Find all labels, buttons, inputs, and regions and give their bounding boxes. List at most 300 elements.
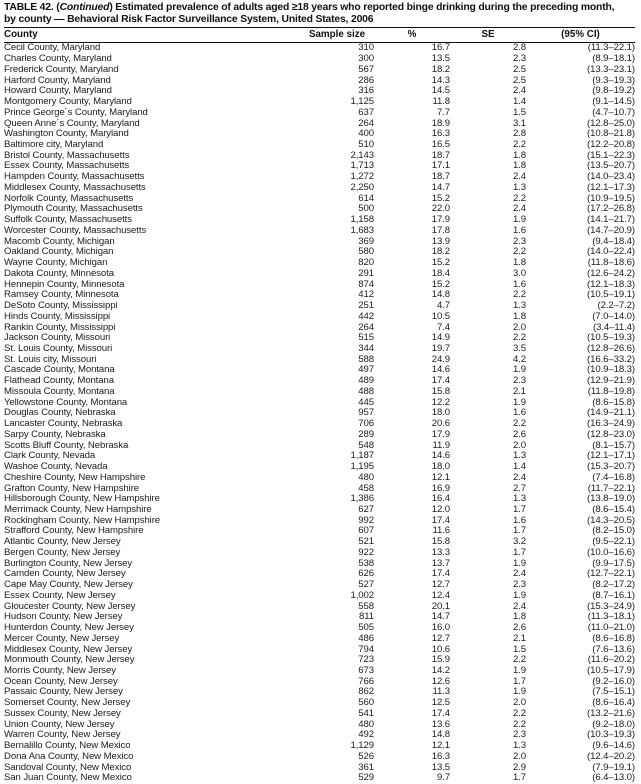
row-standard-error: 2.0 — [512, 321, 526, 333]
row-standard-error: 1.5 — [512, 106, 526, 118]
row-sample-size: 627 — [358, 503, 374, 515]
row-county-name: Hinds County, Mississippi — [4, 310, 111, 322]
row-confidence-interval: (14.0–23.4) — [587, 171, 635, 183]
row-county-name: Dakota County, Minnesota — [4, 267, 114, 279]
table-row — [4, 65, 635, 76]
table-header — [4, 0, 635, 28]
row-confidence-interval: (12.6–24.2) — [587, 267, 635, 279]
row-percent: 18.2 — [431, 63, 450, 75]
row-county-name: Essex County, Massachusetts — [4, 160, 130, 172]
row-standard-error: 1.9 — [512, 589, 526, 601]
row-percent: 11.8 — [432, 96, 450, 108]
row-confidence-interval: (12.4–20.2) — [587, 750, 635, 762]
row-standard-error: 2.4 — [512, 568, 526, 580]
row-sample-size: 445 — [358, 396, 374, 408]
row-sample-size: 492 — [358, 729, 374, 741]
row-percent: 14.8 — [431, 729, 450, 741]
row-sample-size: 251 — [358, 300, 374, 312]
row-confidence-interval: (12.8–25.0) — [587, 117, 635, 129]
row-county-name: Frederick County, Maryland — [4, 63, 119, 75]
row-percent: 16.3 — [431, 750, 450, 762]
row-sample-size: 706 — [358, 418, 374, 430]
row-sample-size: 992 — [358, 514, 374, 526]
row-county-name: Missoula County, Montana — [4, 385, 115, 397]
row-percent: 18.4 — [431, 267, 450, 279]
row-county-name: Sandoval County, New Mexico — [4, 761, 132, 773]
row-county-name: Hillsborough County, New Hampshire — [4, 493, 160, 505]
row-county-name: Dona Ana County, New Mexico — [4, 750, 134, 762]
row-county-name: Mercer County, New Jersey — [4, 632, 120, 644]
row-confidence-interval: (14.0–22.4) — [587, 246, 635, 258]
row-sample-size: 1,683 — [350, 224, 374, 236]
row-sample-size: 922 — [358, 546, 374, 558]
row-confidence-interval: (6.4–13.0) — [592, 772, 635, 784]
row-sample-size: 400 — [358, 128, 374, 140]
table-row — [4, 430, 635, 441]
row-standard-error: 1.9 — [512, 396, 526, 408]
row-standard-error: 1.3 — [512, 300, 526, 312]
row-confidence-interval: (12.1–17.3) — [587, 181, 635, 193]
table-head — [4, 28, 635, 43]
row-standard-error: 2.4 — [512, 600, 526, 612]
table-row — [4, 108, 635, 119]
row-confidence-interval: (12.8–23.0) — [587, 428, 635, 440]
row-percent: 20.6 — [431, 418, 450, 430]
row-confidence-interval: (12.2–20.8) — [587, 139, 635, 151]
row-sample-size: 1,713 — [350, 160, 374, 172]
row-percent: 17.8 — [431, 224, 450, 236]
row-standard-error: 1.9 — [512, 686, 526, 698]
row-standard-error: 1.8 — [512, 310, 526, 322]
row-confidence-interval: (10.8–21.8) — [587, 128, 635, 140]
row-confidence-interval: (4.7–10.7) — [592, 106, 635, 118]
row-confidence-interval: (11.7–22.1) — [587, 482, 635, 494]
row-percent: 11.6 — [432, 525, 450, 537]
row-county-name: Scotts Bluff County, Nebraska — [4, 439, 129, 451]
row-confidence-interval: (15.3–20.7) — [587, 461, 635, 473]
prevalence-table — [4, 28, 635, 784]
column-header-se: SE — [450, 28, 526, 43]
row-county-name: Prince George´s County, Maryland — [4, 106, 148, 118]
row-county-name: Hudson County, New Jersey — [4, 611, 123, 623]
row-percent: 14.6 — [431, 364, 450, 376]
row-confidence-interval: (8.9–18.1) — [592, 53, 635, 65]
table-row — [4, 473, 635, 484]
row-county-name: Somerset County, New Jersey — [4, 697, 131, 709]
row-percent: 14.3 — [431, 74, 450, 86]
row-confidence-interval: (9.5–22.1) — [592, 536, 635, 548]
row-sample-size: 1,129 — [350, 740, 374, 752]
row-county-name: Essex County, New Jersey — [4, 589, 116, 601]
row-percent: 13.5 — [431, 761, 450, 773]
table-row — [4, 634, 635, 645]
row-confidence-interval: (16.3–24.9) — [587, 418, 635, 430]
row-county-name: Burlington County, New Jersey — [4, 557, 133, 569]
row-standard-error: 2.2 — [512, 192, 526, 204]
row-standard-error: 2.4 — [512, 471, 526, 483]
row-confidence-interval: (10.5–19.1) — [587, 289, 635, 301]
row-percent: 17.1 — [431, 160, 450, 172]
row-confidence-interval: (3.4–11.4) — [592, 321, 635, 333]
row-percent: 16.5 — [431, 139, 450, 151]
row-standard-error: 3.0 — [512, 267, 526, 279]
row-percent: 14.9 — [431, 332, 450, 344]
row-percent: 13.6 — [431, 718, 450, 730]
row-standard-error: 3.2 — [512, 536, 526, 548]
row-sample-size: 541 — [358, 707, 374, 719]
row-standard-error: 2.4 — [512, 85, 526, 97]
row-percent: 17.4 — [431, 375, 450, 387]
row-sample-size: 264 — [358, 321, 374, 333]
row-confidence-interval: (8.2–15.0) — [592, 525, 635, 537]
row-sample-size: 289 — [358, 428, 374, 440]
row-sample-size: 723 — [358, 654, 374, 666]
row-confidence-interval: (15.1–22.3) — [587, 149, 635, 161]
row-percent: 13.7 — [431, 557, 450, 569]
row-percent: 17.4 — [431, 568, 450, 580]
row-percent: 11.9 — [432, 439, 450, 451]
row-sample-size: 2,250 — [350, 181, 374, 193]
row-standard-error: 2.3 — [512, 53, 526, 65]
row-sample-size: 538 — [358, 557, 374, 569]
row-percent: 13.5 — [431, 53, 450, 65]
row-county-name: Baltimore city, Maryland — [4, 139, 104, 151]
row-county-name: Charles County, Maryland — [4, 53, 112, 65]
table-row — [4, 441, 635, 452]
row-county-name: Washoe County, Nevada — [4, 461, 108, 473]
row-percent: 14.5 — [431, 85, 450, 97]
row-sample-size: 505 — [358, 622, 374, 634]
row-percent: 15.9 — [431, 654, 450, 666]
row-percent: 16.9 — [431, 482, 450, 494]
row-standard-error: 2.0 — [512, 750, 526, 762]
row-standard-error: 1.6 — [512, 278, 526, 290]
row-county-name: Ramsey County, Minnesota — [4, 289, 119, 301]
row-confidence-interval: (7.4–16.8) — [592, 471, 635, 483]
row-percent: 12.2 — [431, 396, 450, 408]
row-sample-size: 500 — [358, 203, 374, 215]
column-header-sample-size: Sample size — [300, 28, 374, 43]
row-confidence-interval: (13.8–19.0) — [587, 493, 635, 505]
row-confidence-interval: (7.6–13.6) — [592, 643, 635, 655]
row-percent: 17.4 — [431, 514, 450, 526]
row-standard-error: 2.1 — [512, 632, 526, 644]
row-sample-size: 614 — [358, 192, 374, 204]
row-confidence-interval: (17.2–26.8) — [587, 203, 635, 215]
row-county-name: Oakland County, Michigan — [4, 246, 114, 258]
row-percent: 12.1 — [431, 740, 450, 752]
row-confidence-interval: (7.5–15.1) — [592, 686, 635, 698]
row-standard-error: 1.6 — [512, 224, 526, 236]
row-percent: 15.2 — [431, 192, 450, 204]
row-confidence-interval: (15.3–24.9) — [587, 600, 635, 612]
row-county-name: Harford County, Maryland — [4, 74, 111, 86]
row-standard-error: 2.4 — [512, 203, 526, 215]
row-percent: 13.3 — [431, 546, 450, 558]
row-county-name: Montgomery County, Maryland — [4, 96, 132, 108]
row-percent: 18.0 — [431, 461, 450, 473]
row-county-name: Wayne County, Michigan — [4, 257, 108, 269]
row-standard-error: 1.7 — [512, 546, 526, 558]
row-percent: 17.4 — [431, 707, 450, 719]
row-standard-error: 1.3 — [512, 181, 526, 193]
row-sample-size: 316 — [358, 85, 374, 97]
row-standard-error: 1.5 — [512, 643, 526, 655]
row-county-name: Union County, New Jersey — [4, 718, 115, 730]
table-header-row — [4, 28, 635, 43]
row-county-name: Cecil County, Maryland — [4, 42, 101, 54]
table-row — [4, 763, 635, 774]
row-standard-error: 2.2 — [512, 139, 526, 151]
row-percent: 18.9 — [431, 117, 450, 129]
row-confidence-interval: (12.7–22.1) — [587, 568, 635, 580]
row-standard-error: 2.9 — [512, 761, 526, 773]
row-standard-error: 2.5 — [512, 63, 526, 75]
row-sample-size: 794 — [358, 643, 374, 655]
row-sample-size: 521 — [358, 536, 374, 548]
table-title-suffix: ) Estimated prevalence of adults aged ≥18 years who reported binge drinking during the preceding month, — [109, 2, 615, 13]
row-county-name: Suffolk County, Massachusetts — [4, 214, 132, 226]
row-sample-size: 874 — [358, 278, 374, 290]
row-standard-error: 2.4 — [512, 171, 526, 183]
row-county-name: St. Louis city, Missouri — [4, 353, 97, 365]
row-sample-size: 264 — [358, 117, 374, 129]
row-sample-size: 488 — [358, 385, 374, 397]
row-percent: 12.5 — [431, 697, 450, 709]
row-confidence-interval: (13.5–20.7) — [587, 160, 635, 172]
row-county-name: Douglas County, Nebraska — [4, 407, 116, 419]
row-percent: 9.7 — [436, 772, 450, 784]
row-confidence-interval: (10.9–18.3) — [587, 364, 635, 376]
row-sample-size: 1,002 — [350, 589, 374, 601]
row-sample-size: 957 — [358, 407, 374, 419]
row-confidence-interval: (9.9–17.5) — [592, 557, 635, 569]
row-county-name: San Juan County, New Mexico — [4, 772, 132, 784]
row-confidence-interval: (9.2–16.0) — [592, 675, 635, 687]
row-standard-error: 1.7 — [512, 525, 526, 537]
row-sample-size: 820 — [358, 257, 374, 269]
row-county-name: Howard County, Maryland — [4, 85, 112, 97]
row-confidence-interval: (11.0–21.0) — [587, 622, 635, 634]
row-standard-error: 1.9 — [512, 214, 526, 226]
row-confidence-interval: (14.7–20.9) — [587, 224, 635, 236]
row-standard-error: 2.0 — [512, 697, 526, 709]
row-percent: 7.4 — [436, 321, 450, 333]
row-percent: 20.1 — [431, 600, 450, 612]
row-standard-error: 2.2 — [512, 289, 526, 301]
row-standard-error: 2.6 — [512, 428, 526, 440]
row-standard-error: 2.2 — [512, 654, 526, 666]
row-county-name: Rockingham County, New Hampshire — [4, 514, 161, 526]
row-standard-error: 1.4 — [512, 96, 526, 108]
row-standard-error: 2.1 — [512, 385, 526, 397]
row-confidence-interval: (8.1–15.7) — [592, 439, 635, 451]
row-confidence-interval: (12.9–21.9) — [587, 375, 635, 387]
row-standard-error: 2.3 — [512, 375, 526, 387]
row-county-name: Camden County, New Jersey — [4, 568, 126, 580]
row-county-name: Norfolk County, Massachusetts — [4, 192, 134, 204]
row-sample-size: 567 — [358, 63, 374, 75]
row-percent: 13.9 — [431, 235, 450, 247]
row-confidence-interval: (8.6–16.8) — [592, 632, 635, 644]
row-confidence-interval: (13.2–21.6) — [587, 707, 635, 719]
row-standard-error: 2.2 — [512, 418, 526, 430]
row-county-name: Morris County, New Jersey — [4, 665, 116, 676]
table-title-line2: by county — Behavioral Risk Factor Surveillance System, United States, 2006 — [4, 14, 374, 26]
column-header-percent: % — [374, 28, 450, 43]
row-standard-error: 2.2 — [512, 332, 526, 344]
row-sample-size: 529 — [358, 772, 374, 784]
row-standard-error: 2.2 — [512, 718, 526, 730]
row-percent: 15.8 — [431, 536, 450, 548]
row-confidence-interval: (13.3–23.1) — [587, 63, 635, 75]
table-row — [4, 344, 635, 355]
row-confidence-interval: (16.6–33.2) — [587, 353, 635, 365]
row-sample-size: 497 — [358, 364, 374, 376]
row-confidence-interval: (14.1–21.7) — [587, 214, 635, 226]
row-county-name: Cape May County, New Jersey — [4, 579, 133, 591]
row-percent: 17.9 — [431, 214, 450, 226]
row-percent: 16.4 — [431, 493, 450, 505]
row-sample-size: 1,195 — [350, 461, 374, 473]
row-sample-size: 626 — [358, 568, 374, 580]
row-confidence-interval: (9.2–18.0) — [592, 718, 635, 730]
row-standard-error: 3.1 — [512, 117, 526, 129]
row-standard-error: 1.9 — [512, 557, 526, 569]
row-confidence-interval: (10.5–17.9) — [587, 665, 635, 676]
row-sample-size: 2,143 — [350, 149, 374, 161]
row-percent: 15.2 — [431, 257, 450, 269]
row-county-name: Yellowstone County, Montana — [4, 396, 128, 408]
row-percent: 12.7 — [431, 632, 450, 644]
row-percent: 10.6 — [431, 643, 450, 655]
row-standard-error: 2.3 — [512, 579, 526, 591]
row-standard-error: 1.8 — [512, 611, 526, 623]
row-county-name: Ocean County, New Jersey — [4, 675, 118, 687]
table-row — [4, 226, 635, 237]
row-county-name: Flathead County, Montana — [4, 375, 114, 387]
row-county-name: Grafton County, New Hampshire — [4, 482, 140, 494]
row-sample-size: 510 — [358, 139, 374, 151]
row-confidence-interval: (14.9–21.1) — [587, 407, 635, 419]
row-percent: 14.7 — [431, 611, 450, 623]
row-county-name: Sarpy County, Nebraska — [4, 428, 106, 440]
row-sample-size: 558 — [358, 600, 374, 612]
row-percent: 12.4 — [431, 589, 450, 601]
row-percent: 15.2 — [431, 278, 450, 290]
row-standard-error: 1.9 — [512, 665, 526, 676]
row-county-name: Queen Anne´s County, Maryland — [4, 117, 140, 129]
row-confidence-interval: (9.6–14.6) — [592, 740, 635, 752]
row-county-name: Warren County, New Jersey — [4, 729, 121, 741]
row-confidence-interval: (11.3–22.1) — [587, 42, 635, 54]
row-county-name: St. Louis County, Missouri — [4, 342, 113, 354]
row-county-name: Sussex County, New Jersey — [4, 707, 121, 719]
row-confidence-interval: (7.0–14.0) — [592, 310, 635, 322]
row-percent: 16.3 — [431, 128, 450, 140]
row-sample-size: 412 — [358, 289, 374, 301]
row-confidence-interval: (11.3–18.1) — [587, 611, 635, 623]
row-sample-size: 286 — [358, 74, 374, 86]
row-county-name: Cascade County, Montana — [4, 364, 115, 376]
row-sample-size: 1,386 — [350, 493, 374, 505]
table-title-continued: Continued — [59, 2, 110, 13]
row-county-name: Cheshire County, New Hampshire — [4, 471, 146, 483]
row-percent: 4.7 — [436, 300, 450, 312]
row-county-name: Passaic County, New Jersey — [4, 686, 123, 698]
row-confidence-interval: (10.3–19.3) — [587, 729, 635, 741]
row-sample-size: 480 — [358, 471, 374, 483]
row-county-name: Rankin County, Mississippi — [4, 321, 116, 333]
table-row — [4, 773, 635, 784]
row-county-name: Bernalillo County, New Mexico — [4, 740, 131, 752]
row-confidence-interval: (8.6–16.4) — [592, 697, 635, 709]
row-standard-error: 1.7 — [512, 675, 526, 687]
column-header-county: County — [4, 28, 300, 43]
row-standard-error: 1.9 — [512, 364, 526, 376]
row-sample-size: 580 — [358, 246, 374, 258]
row-standard-error: 1.8 — [512, 257, 526, 269]
row-percent: 24.9 — [431, 353, 450, 365]
row-sample-size: 862 — [358, 686, 374, 698]
row-sample-size: 1,158 — [350, 214, 374, 226]
row-county-name: Jackson County, Missouri — [4, 332, 111, 344]
row-sample-size: 811 — [359, 611, 374, 623]
row-confidence-interval: (10.0–16.6) — [587, 546, 635, 558]
row-county-name: Worcester County, Massachusetts — [4, 224, 147, 236]
row-sample-size: 637 — [358, 106, 374, 118]
row-percent: 18.0 — [431, 407, 450, 419]
row-county-name: Middlesex County, Massachusetts — [4, 181, 146, 193]
row-percent: 19.7 — [431, 342, 450, 354]
row-confidence-interval: (7.9–19.1) — [592, 761, 635, 773]
row-sample-size: 515 — [358, 332, 374, 344]
row-sample-size: 291 — [358, 267, 374, 279]
row-standard-error: 1.6 — [512, 514, 526, 526]
row-confidence-interval: (10.5–19.3) — [587, 332, 635, 344]
row-county-name: Hunterdon County, New Jersey — [4, 622, 134, 634]
row-confidence-interval: (8.2–17.2) — [592, 579, 635, 591]
row-standard-error: 1.8 — [512, 149, 526, 161]
row-county-name: Gloucester County, New Jersey — [4, 600, 136, 612]
row-confidence-interval: (11.8–18.6) — [587, 257, 635, 269]
row-percent: 7.7 — [436, 106, 450, 118]
table-title — [4, 0, 635, 26]
row-county-name: Middlesex County, New Jersey — [4, 643, 133, 655]
row-percent: 18.7 — [431, 149, 450, 161]
row-sample-size: 527 — [358, 579, 374, 591]
row-county-name: Bristol County, Massachusetts — [4, 149, 130, 161]
row-standard-error: 2.8 — [512, 42, 526, 54]
row-county-name: Macomb County, Michigan — [4, 235, 115, 247]
row-county-name: Washington County, Maryland — [4, 128, 129, 140]
row-percent: 14.7 — [431, 181, 450, 193]
row-standard-error: 1.6 — [512, 407, 526, 419]
row-standard-error: 2.2 — [512, 707, 526, 719]
row-percent: 14.6 — [431, 450, 450, 462]
row-sample-size: 369 — [358, 235, 374, 247]
row-confidence-interval: (10.9–19.5) — [587, 192, 635, 204]
row-standard-error: 1.3 — [512, 740, 526, 752]
row-percent: 11.3 — [432, 686, 450, 698]
table-body — [4, 43, 635, 784]
row-percent: 14.8 — [431, 289, 450, 301]
row-sample-size: 442 — [358, 310, 374, 322]
row-percent: 17.9 — [431, 428, 450, 440]
row-standard-error: 1.3 — [512, 450, 526, 462]
row-standard-error: 2.6 — [512, 622, 526, 634]
row-sample-size: 560 — [358, 697, 374, 709]
